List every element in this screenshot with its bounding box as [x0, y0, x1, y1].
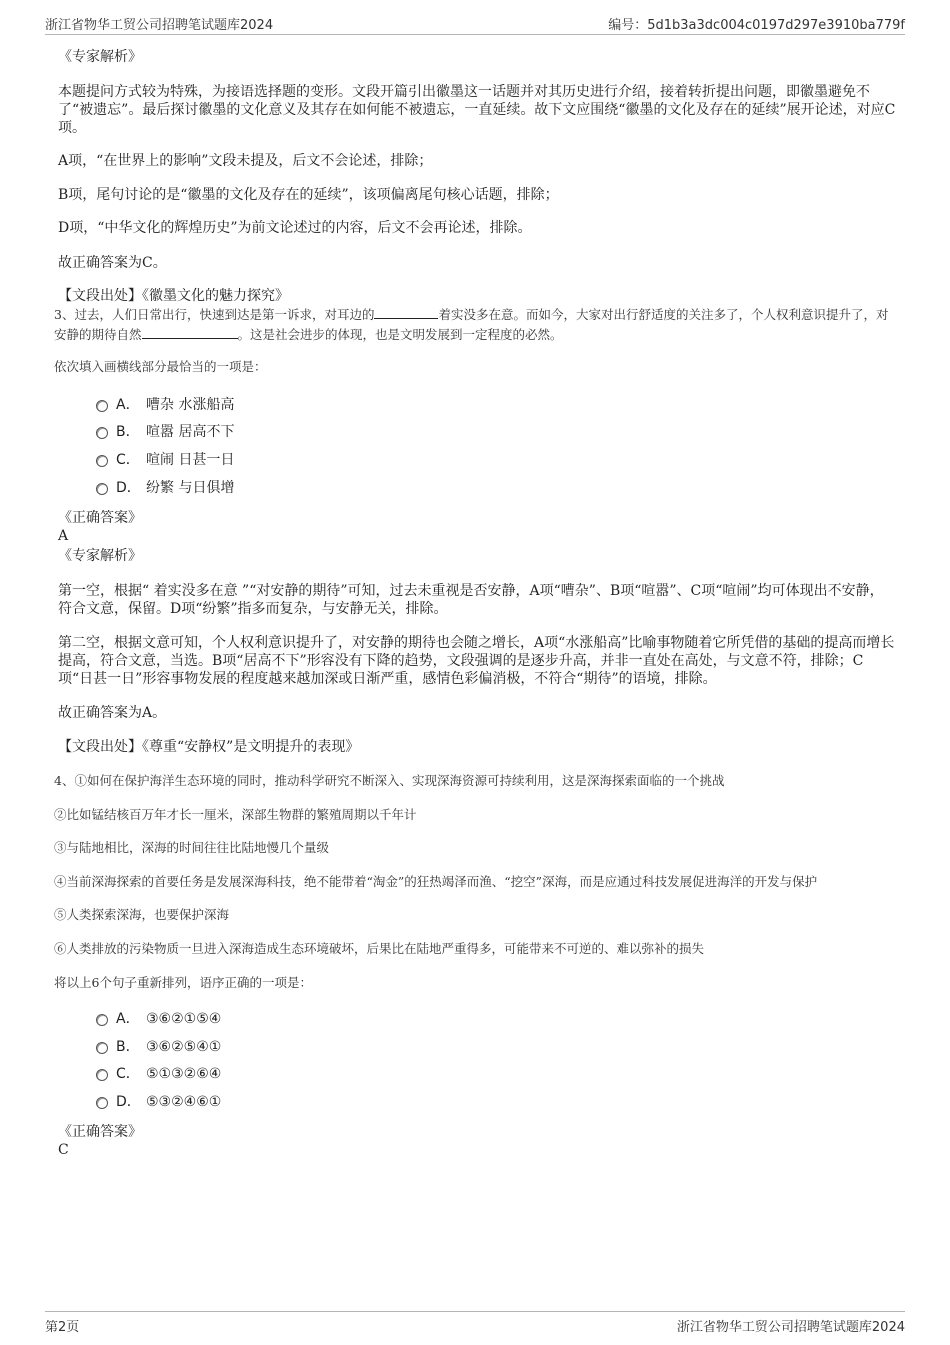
radio-icon[interactable] — [96, 427, 108, 439]
header-doc-id: 编号：5d1b3a3dc004c0197d297e3910ba779f — [608, 18, 905, 33]
q4-option-a[interactable]: A． ③⑥②①⑤④ — [96, 1010, 221, 1028]
q4-option-c[interactable]: C． ⑤①③②⑥④ — [96, 1065, 221, 1083]
footer-title: 浙江省物华工贸公司招聘笔试题库2024 — [676, 1320, 905, 1335]
q3-conclusion: 故正确答案为A。 — [58, 705, 167, 721]
q4-sentence-6: ⑥人类排放的污染物质一旦进入深海造成生态环境破坏，后果比在陆地严重得多，可能带来不可逆的、难以弥补的损失 — [54, 941, 705, 956]
q3-answer-title: 《正确答案》 — [58, 510, 142, 526]
q4-prompt: 将以上6个句子重新排列，语序正确的一项是： — [54, 975, 312, 990]
q3-answer: A — [58, 528, 69, 544]
q3-option-d[interactable]: D． 纷繁 与日俱增 — [96, 479, 234, 497]
question-3-prompt: 依次填入画横线部分最恰当的一项是： — [54, 359, 267, 374]
q3-option-b[interactable]: B． 喧嚣 居高不下 — [96, 423, 234, 441]
q3-option-a[interactable]: A． 嘈杂 水涨船高 — [96, 396, 234, 414]
analysis-conclusion: 故正确答案为C。 — [58, 255, 167, 271]
question-3-stem: 3、过去，人们日常出行，快速到达是第一诉求，对耳边的 着实没多在意。而如今，大家对出行舒适度的关注多了，个人权利意识提升了，对安静的期待自然 。这是社会进步的体现，也是文明发展到一定程度的必然。 — [54, 307, 889, 342]
q4-option-d[interactable]: D． ⑤③②④⑥① — [96, 1093, 221, 1111]
analysis-paragraph-3: B项，尾句讨论的是“徽墨的文化及存在的延续”，该项偏离尾句核心话题，排除； — [58, 187, 559, 203]
q4-sentence-2: ②比如锰结核百万年才长一厘米，深部生物群的繁殖周期以千年计 — [54, 807, 417, 822]
q4-sentence-4: ④当前深海探索的首要任务是发展深海科技，绝不能带着“淘金”的狂热竭泽而渔、“挖空”深海，而是应通过科技发展促进海洋的开发与保护 — [54, 874, 818, 889]
q3-analysis-paragraph-1: 第一空，根据“ 着实没多在意 ”“对安静的期待”可知，过去未重视是否安静，A项“嘈杂”、B项“喧嚣”、C项“喧闹”均可体现出不安静，符合文意，保留。D项“纷繁”指多而复杂，与安静无关，排除。 — [58, 583, 884, 617]
q3-option-c[interactable]: C． 喧闹 日甚一日 — [96, 451, 234, 469]
q4-sentence-1: 4、①如何在保护海洋生态环境的同时，推动科学研究不断深入、实现深海资源可持续利用，这是深海探索面临的一个挑战 — [54, 773, 725, 788]
radio-icon[interactable] — [96, 1042, 108, 1054]
source-line: 【文段出处】《徽墨文化的魅力探究》 — [58, 288, 289, 304]
q4-option-b[interactable]: B． ③⑥②⑤④① — [96, 1038, 221, 1056]
blank-1 — [374, 305, 438, 319]
analysis-title: 《专家解析》 — [58, 49, 142, 65]
q3-source-line: 【文段出处】《尊重“安静权”是文明提升的表现》 — [58, 739, 360, 755]
analysis-paragraph-4: D项，“中华文化的辉煌历史”为前文论述过的内容，后文不会再论述，排除。 — [58, 220, 532, 236]
q4-answer: C — [58, 1142, 69, 1158]
page-header — [45, 14, 905, 35]
radio-icon[interactable] — [96, 483, 108, 495]
analysis-paragraph-1: 本题提问方式较为特殊，为接语选择题的变形。文段开篇引出徽墨这一话题并对其历史进行介绍，接着转折提出问题，即徽墨避免不了“被遗忘”。最后探讨徽墨的文化意义及其存在如何能不被遗忘，一直延续。故下文应围绕“徽墨的文化及存在的延续”展开论述，对应C项。 — [58, 84, 896, 136]
blank-2 — [142, 325, 238, 339]
analysis-paragraph-2: A项，“在世界上的影响”文段未提及，后文不会论述，排除； — [58, 153, 433, 169]
q4-sentence-5: ⑤人类探索深海，也要保护深海 — [54, 907, 230, 922]
radio-icon[interactable] — [96, 455, 108, 467]
q4-answer-title: 《正确答案》 — [58, 1124, 142, 1140]
page-number: 第2页 — [45, 1320, 80, 1335]
q3-analysis-title: 《专家解析》 — [58, 548, 142, 564]
header-title: 浙江省物华工贸公司招聘笔试题库2024 — [45, 18, 274, 33]
radio-icon[interactable] — [96, 1097, 108, 1109]
q4-sentence-3: ③与陆地相比，深海的时间往往比陆地慢几个量级 — [54, 840, 330, 855]
page-footer — [45, 1311, 905, 1334]
radio-icon[interactable] — [96, 400, 108, 412]
q3-analysis-paragraph-2: 第二空，根据文意可知，个人权利意识提升了，对安静的期待也会随之增长，A项“水涨船高”比喻事物随着它所凭借的基础的提高而增长提高，符合文意，当选。B项“居高不下”形容没有下降的趋势，文段强调的是逐步升高，并非一直处在高处，与文意不符，排除；C项“日甚一日”形容事物发展的程度越来越加深或日渐严重，感情色彩偏消极，不符合“期待”的语境，排除。 — [58, 635, 895, 687]
radio-icon[interactable] — [96, 1014, 108, 1026]
radio-icon[interactable] — [96, 1069, 108, 1081]
